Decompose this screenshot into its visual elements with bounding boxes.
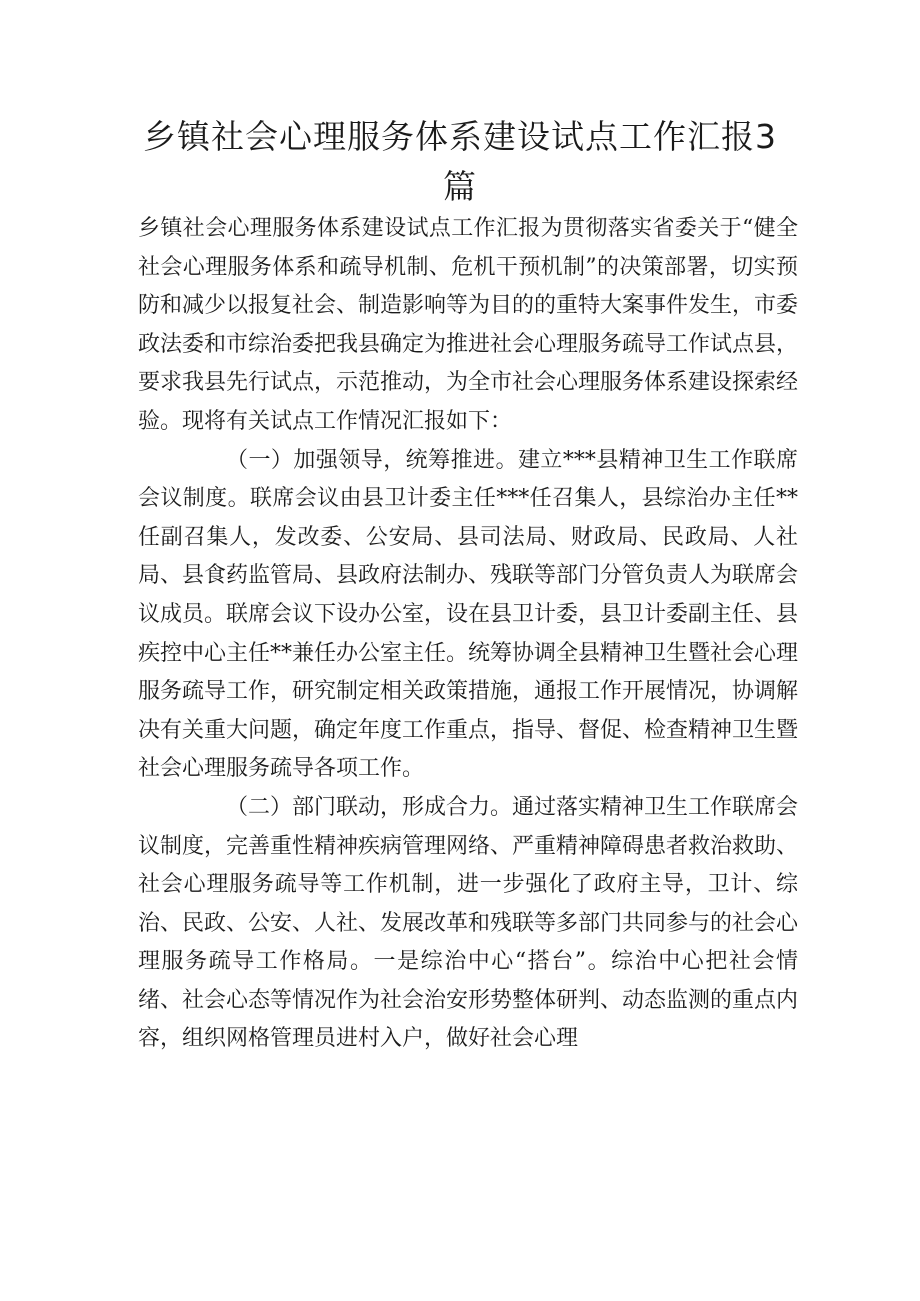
document-title: 乡镇社会心理服务体系建设试点工作汇报3篇 <box>143 117 777 206</box>
paragraph-intro: 乡镇社会心理服务体系建设试点工作汇报为贯彻落实省委关于“健全社会心理服务体系和疏导机制、危机干预机制”的决策部署，切实预防和减少以报复社会、制造影响等为目的的重特大案事件发生，市委政法委和市综治委把我县确定为推进社会心理服务疏导工作试点县，要求我县先行试点，示范推动，为全市社会心理服务体系建设探索经验。现将有关试点工作情况汇报如下： <box>138 216 799 434</box>
document-body <box>138 210 798 1059</box>
paragraph-section-1: （一）加强领导，统筹推进。建立***县精神卫生工作联席会议制度。联席会议由县卫计委主任***任召集人，县综治办主任**任副召集人，发改委、公安局、县司法局、财政局、民政局、人社局、县食药监管局、县政府法制办、残联等部门分管负责人为联席会议成员。联席会议下设办公室，设在县卫计委，县卫计委副主任、县疾控中心主任**兼任办公室主任。统筹协调全县精神卫生暨社会心理服务疏导工作，研究制定相关政策措施，通报工作开展情况，协调解决有关重大问题，确定年度工作重点，指导、督促、检查精神卫生暨社会心理服务疏导各项工作。 <box>138 447 799 782</box>
paragraph-section-2: （二）部门联动，形成合力。通过落实精神卫生工作联席会议制度，完善重性精神疾病管理网络、严重精神障碍患者救治救助、社会心理服务疏导等工作机制，进一步强化了政府主导，卫计、综治、民政、公安、人社、发展改革和残联等多部门共同参与的社会心理服务疏导工作格局。一是综治中心“搭台”。综治中心把社会情绪、社会心态等情况作为社会治安形势整体研判、动态监测的重点内容，组织网格管理员进村入户，做好社会心理 <box>138 794 799 1052</box>
